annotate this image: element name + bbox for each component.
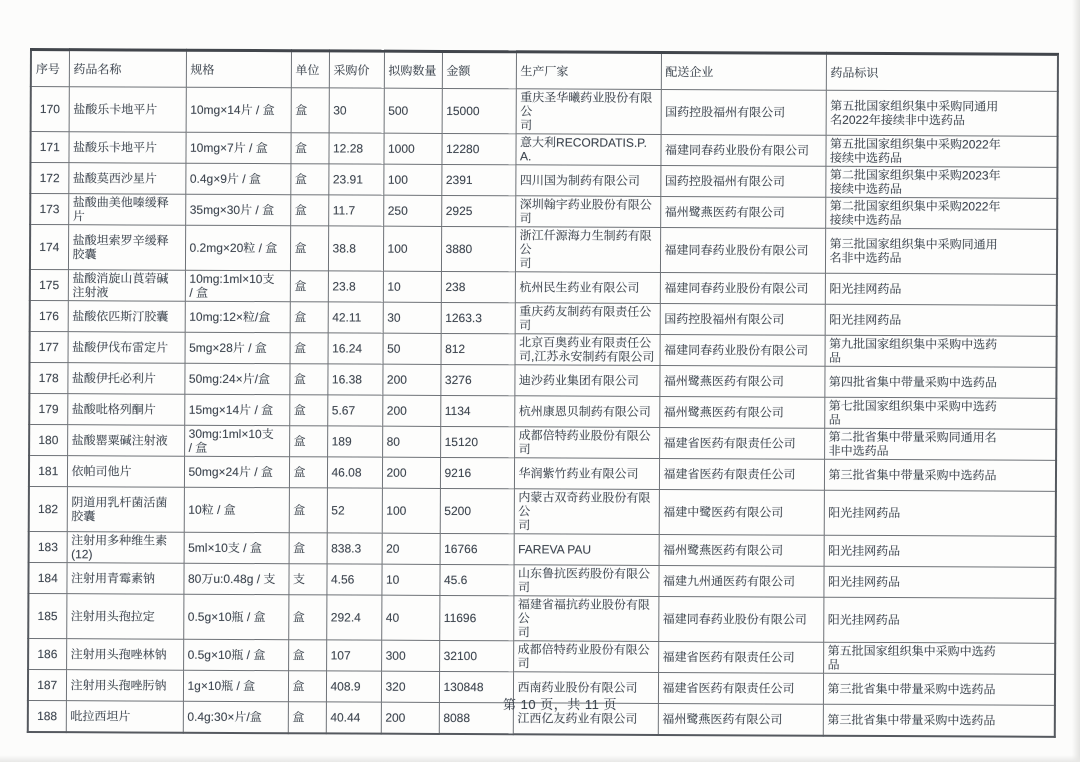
- table-cell: 第二批省集中带量采购同通用名 非中选药品: [824, 428, 1056, 460]
- table-cell: 福州鹭燕医药有限公司: [659, 396, 824, 428]
- table-cell: 盐酸消旋山莨菪碱 注射液: [68, 270, 185, 302]
- header-row: [31, 50, 1058, 92]
- table-cell: 盐酸伊伐布雷定片: [68, 332, 185, 364]
- table-cell: 第五批国家组织集中采购2022年 接续中选药品: [825, 135, 1057, 167]
- table-cell: 182: [29, 486, 67, 531]
- table-cell: 福建省医药有限责任公司: [658, 641, 823, 673]
- table-cell: 38.8: [328, 226, 383, 271]
- column-header: 拟购数量: [384, 51, 442, 88]
- table-cell: 0.2mg×20粒 / 盒: [185, 225, 290, 270]
- table-cell: 5mg×28片 / 盒: [185, 332, 290, 363]
- table-cell: 50mg:24×片/盒: [184, 363, 289, 394]
- table-cell: 福建同春药业股份有限公司: [660, 272, 825, 304]
- table-cell: 第五批国家组织集中采购同通用 名2022年接续非中选药品: [826, 90, 1058, 136]
- table-row: [29, 456, 1056, 492]
- table-cell: 盒: [290, 226, 328, 271]
- table-cell: 42.11: [328, 302, 383, 333]
- table-cell: 187: [28, 669, 66, 700]
- table-cell: 杭州民生药业有限公司: [515, 272, 660, 304]
- table-cell: 阳光挂网药品: [825, 273, 1057, 305]
- table-cell: 292.4: [326, 595, 381, 640]
- table-row: [30, 194, 1057, 230]
- table-cell: 盐酸吡格列酮片: [67, 394, 184, 426]
- table-cell: 第三批省集中带量采购中选药品: [823, 673, 1055, 705]
- table-cell: 5.67: [327, 395, 382, 426]
- table-cell: 盐酸莫西沙星片: [68, 163, 185, 195]
- table-cell: 176: [30, 301, 68, 332]
- table-cell: 国药控股福州有限公司: [660, 303, 825, 335]
- table-cell: FAREVA PAU: [514, 534, 659, 566]
- table-cell: 11696: [439, 595, 513, 640]
- table-cell: 福州鹭燕医药有限公司: [659, 534, 824, 566]
- table-row: [28, 562, 1055, 598]
- table-cell: 国药控股福州有限公司: [660, 165, 825, 197]
- table-cell: 福建同春药业股份有限公司: [660, 227, 825, 273]
- table-cell: 阳光挂网药品: [823, 597, 1055, 643]
- table-cell: 吡拉西坦片: [66, 701, 183, 733]
- table-cell: 10mg:1ml×10支 / 盒: [185, 270, 290, 301]
- column-header: 单位: [291, 51, 329, 88]
- table-cell: 2391: [441, 164, 515, 195]
- table-cell: 1g×10瓶 / 盒: [183, 670, 288, 701]
- table-cell: 178: [29, 363, 67, 394]
- table-cell: 福建省福抗药业股份有限公 司: [513, 596, 658, 642]
- table-cell: 第二批国家组织集中采购2023年 接续中选药品: [825, 166, 1057, 198]
- table-cell: 盒: [289, 395, 327, 426]
- table-cell: 盒: [289, 364, 327, 395]
- table-cell: 福建同春药业股份有限公司: [660, 134, 825, 166]
- table-cell: 10mg:12×粒/盒: [185, 301, 290, 332]
- table-cell: 46.08: [327, 457, 382, 488]
- table-cell: 盐酸乐卡地平片: [69, 87, 186, 133]
- table-cell: 5ml×10支 / 盒: [184, 532, 289, 563]
- table-cell: 福建同春药业股份有限公司: [660, 334, 825, 366]
- table-cell: 183: [29, 531, 67, 562]
- table-cell: 320: [381, 671, 439, 702]
- table-row: [29, 394, 1056, 430]
- table-cell: 盒: [288, 702, 326, 734]
- table-cell: 福州鹭燕医药有限公司: [658, 703, 823, 735]
- table-cell: 15000: [442, 88, 516, 133]
- table-cell: 16766: [440, 533, 514, 564]
- table-row: [29, 363, 1056, 399]
- table-cell: 40.44: [326, 702, 381, 734]
- table-cell: 200: [382, 395, 440, 426]
- table-cell: 250: [383, 195, 441, 226]
- table-cell: 100: [383, 164, 441, 195]
- table-cell: 盒: [289, 426, 327, 457]
- table-cell: 盐酸伊托必利片: [67, 363, 184, 395]
- table-cell: 30mg:1ml×10支 / 盒: [184, 425, 289, 456]
- table-cell: 盒: [291, 88, 329, 133]
- table-cell: 华润紫竹药业有限公司: [514, 458, 659, 490]
- table-cell: 第三批国家组织集中采购同通用 名非中选药品: [825, 228, 1057, 274]
- table-cell: 172: [30, 163, 68, 194]
- table-cell: 179: [29, 394, 67, 425]
- table-cell: 0.5g×10瓶 / 盒: [183, 594, 288, 639]
- table-cell: 45.6: [439, 564, 513, 595]
- page-number-footer: 第 10 页，共 11 页: [503, 697, 617, 712]
- table-cell: 注射用青霉素钠: [66, 563, 183, 595]
- table-cell: 第五批国家组织集中采购中选药 品: [823, 642, 1055, 674]
- table-cell: 300: [381, 640, 439, 671]
- table-cell: 181: [29, 456, 67, 487]
- table-cell: 130848: [439, 671, 513, 702]
- table-cell: 重庆圣华曦药业股份有限公 司: [516, 89, 661, 135]
- table-row: [30, 332, 1057, 368]
- table-cell: 意大利RECORDATIS.P.A.: [515, 134, 660, 166]
- table-cell: 北京百奥药业有限责任公 司,江苏永安制药有限公司: [515, 334, 660, 366]
- table-cell: 15mg×14片 / 盒: [184, 394, 289, 425]
- table-cell: 185: [28, 593, 66, 638]
- table-row: [28, 638, 1055, 674]
- table-cell: 盒: [290, 302, 328, 333]
- table-row: [29, 531, 1056, 567]
- table-cell: 50: [383, 333, 441, 364]
- table-cell: 30: [383, 302, 441, 333]
- table-cell: 186: [28, 638, 66, 669]
- table-cell: 175: [30, 270, 68, 301]
- table-cell: 173: [30, 194, 68, 225]
- table-cell: 80: [382, 426, 440, 457]
- table-cell: 盒: [289, 488, 327, 533]
- table-cell: 23.91: [328, 164, 383, 195]
- table-cell: 35mg×30片 / 盒: [185, 194, 290, 225]
- table-cell: 第二批国家组织集中采购2022年 接续中选药品: [825, 197, 1057, 229]
- table-cell: 10: [381, 564, 439, 595]
- table-cell: 171: [30, 132, 68, 163]
- table-cell: 浙江仟源海力生制药有限公 司: [515, 227, 660, 273]
- table-cell: 盐酸罂粟碱注射液: [67, 425, 184, 457]
- column-header: 金额: [442, 51, 516, 88]
- table-row: [29, 425, 1056, 461]
- table-cell: 注射用多种维生素 (12): [67, 532, 184, 564]
- table-cell: 盐酸乐卡地平片: [68, 132, 185, 164]
- table-cell: 福建九州通医药有限公司: [658, 565, 823, 597]
- table-cell: 阳光挂网药品: [823, 566, 1055, 598]
- table-cell: 盒: [289, 457, 327, 488]
- table-row: [28, 593, 1055, 643]
- table-cell: 9216: [440, 457, 514, 488]
- table-cell: 0.4g:30×片/盒: [183, 701, 288, 733]
- table-cell: 阳光挂网药品: [824, 490, 1056, 536]
- table-cell: 成都倍特药业股份有限公司: [514, 427, 659, 459]
- table-cell: 盐酸依匹斯汀胶囊: [68, 301, 185, 333]
- table-body: [28, 87, 1058, 737]
- table-cell: 23.8: [328, 271, 383, 302]
- table-cell: 盒: [290, 333, 328, 364]
- table-cell: 3276: [440, 364, 514, 395]
- table-cell: 福州鹭燕医药有限公司: [660, 196, 825, 228]
- table-cell: 100: [382, 488, 440, 533]
- table-cell: 盐酸坦索罗辛缓释 胶囊: [68, 225, 185, 271]
- table-cell: 福建省医药有限责任公司: [659, 427, 824, 459]
- table-cell: 盒: [288, 671, 326, 702]
- table-cell: 500: [384, 88, 442, 133]
- table-cell: 50mg×24片 / 盒: [184, 456, 289, 487]
- table-cell: 第三批省集中带量采购中选药品: [824, 459, 1056, 491]
- table-cell: 52: [327, 488, 382, 533]
- table-cell: 80万u:0.48g / 支: [183, 563, 288, 594]
- table-cell: 注射用头孢唑林钠: [66, 639, 183, 671]
- column-header: 药品标识: [826, 53, 1058, 91]
- table-cell: 32100: [439, 640, 513, 671]
- table-cell: 12280: [441, 133, 515, 164]
- table-row: [30, 163, 1057, 199]
- table-cell: 16.38: [327, 364, 382, 395]
- table-cell: 内蒙古双奇药业股份有限公 司: [514, 489, 659, 535]
- table-cell: 12.28: [328, 133, 383, 164]
- table-cell: 阳光挂网药品: [825, 304, 1057, 336]
- table-cell: 1000: [383, 133, 441, 164]
- table-cell: 福建同春药业股份有限公司: [658, 596, 823, 642]
- table-header: [31, 50, 1058, 92]
- table-cell: 16.24: [328, 333, 383, 364]
- table-cell: 阳光挂网药品: [824, 535, 1056, 567]
- table-cell: 第九批国家组织集中采购中选药 品: [825, 335, 1057, 367]
- table-cell: 依帕司他片: [67, 456, 184, 488]
- table-cell: 184: [28, 562, 66, 593]
- table-cell: 第三批省集中带量采购中选药品: [823, 704, 1055, 737]
- table-cell: 盒: [290, 195, 328, 226]
- table-row: [29, 486, 1056, 536]
- table-cell: 10: [383, 271, 441, 302]
- table-cell: 注射用头孢拉定: [66, 594, 183, 640]
- table-cell: 10粒 / 盒: [184, 487, 289, 532]
- table-cell: 40: [381, 595, 439, 640]
- table-cell: 福建省医药有限责任公司: [658, 672, 823, 704]
- table-cell: 盒: [289, 533, 327, 564]
- table-cell: 重庆药友制药有限责任公司: [515, 303, 660, 335]
- table-cell: 107: [326, 640, 381, 671]
- table-cell: 西南药业股份有限公司: [513, 672, 658, 704]
- table-cell: 3880: [441, 226, 515, 271]
- table-cell: 阴道用乳杆菌活菌 胶囊: [67, 487, 184, 533]
- table-cell: 杭州康恩贝制药有限公司: [514, 396, 659, 428]
- column-header: 规格: [186, 50, 291, 87]
- table-cell: 深圳翰宇药业股份有限公司: [515, 196, 660, 228]
- table-row: [30, 225, 1057, 275]
- table-cell: 30: [329, 88, 384, 133]
- table-cell: 福建省医药有限责任公司: [659, 458, 824, 490]
- table-cell: 170: [31, 87, 69, 132]
- table-cell: 4.56: [326, 564, 381, 595]
- table-cell: 838.3: [327, 533, 382, 564]
- column-header: 药品名称: [69, 50, 186, 88]
- table-cell: 福建中鹭医药有限公司: [659, 489, 824, 535]
- table-cell: 5200: [440, 488, 514, 533]
- table-cell: 江西亿友药业有限公司: [513, 703, 658, 735]
- table-row: [30, 132, 1057, 168]
- table-cell: 100: [383, 226, 441, 271]
- table-cell: 福州鹭燕医药有限公司: [659, 365, 824, 397]
- table-cell: 盒: [290, 271, 328, 302]
- table-cell: 10mg×7片 / 盒: [185, 132, 290, 163]
- table-cell: 2925: [441, 195, 515, 226]
- table-cell: 迪沙药业集团有限公司: [514, 365, 659, 397]
- drug-procurement-table: [27, 48, 1059, 738]
- table-cell: 188: [28, 700, 66, 732]
- table-cell: 180: [29, 425, 67, 456]
- table-cell: 20: [382, 533, 440, 564]
- table-cell: 11.7: [328, 195, 383, 226]
- table-cell: 山东鲁抗医药股份有限公司: [513, 565, 658, 597]
- column-header: 生产厂家: [516, 52, 661, 90]
- scan-edge-right: [1072, 0, 1080, 762]
- table-cell: 10mg×14片 / 盒: [186, 87, 291, 132]
- table-cell: 注射用头孢唑肟钠: [66, 670, 183, 702]
- column-header: 序号: [31, 50, 69, 87]
- table-cell: 盒: [288, 595, 326, 640]
- table-cell: 238: [441, 271, 515, 302]
- table-cell: 408.9: [326, 671, 381, 702]
- table-cell: 盒: [290, 164, 328, 195]
- column-header: 采购价: [329, 51, 384, 88]
- table-cell: 第四批省集中带量采购中选药品: [824, 366, 1056, 398]
- table-cell: 189: [327, 426, 382, 457]
- column-header: 配送企业: [661, 52, 826, 90]
- table-row: [30, 270, 1057, 306]
- table-cell: 0.5g×10瓶 / 盒: [183, 639, 288, 670]
- scan-edge-bottom: [0, 755, 1080, 762]
- table-cell: 177: [30, 332, 68, 363]
- table-cell: 盒: [290, 133, 328, 164]
- table-cell: 第七批国家组织集中采购中选药 品: [824, 397, 1056, 429]
- table-cell: 200: [382, 457, 440, 488]
- drug-table-container: [27, 48, 1057, 738]
- table-cell: 174: [30, 225, 68, 270]
- table-cell: 成都倍特药业股份有限公司: [513, 641, 658, 673]
- table-cell: 15120: [440, 426, 514, 457]
- table-row: [30, 301, 1057, 337]
- table-cell: 盐酸曲美他嗪缓释 片: [68, 194, 185, 226]
- table-row: [31, 87, 1058, 137]
- table-cell: 国药控股福州有限公司: [661, 89, 826, 135]
- table-cell: 四川国为制药有限公司: [515, 165, 660, 197]
- table-cell: 1263.3: [441, 302, 515, 333]
- table-cell: 200: [382, 364, 440, 395]
- table-cell: 0.4g×9片 / 盒: [185, 163, 290, 194]
- table-cell: 支: [288, 564, 326, 595]
- table-cell: 1134: [440, 395, 514, 426]
- table-cell: 8088: [439, 702, 513, 734]
- table-cell: 盒: [288, 640, 326, 671]
- table-cell: 200: [381, 702, 439, 734]
- table-cell: 812: [441, 333, 515, 364]
